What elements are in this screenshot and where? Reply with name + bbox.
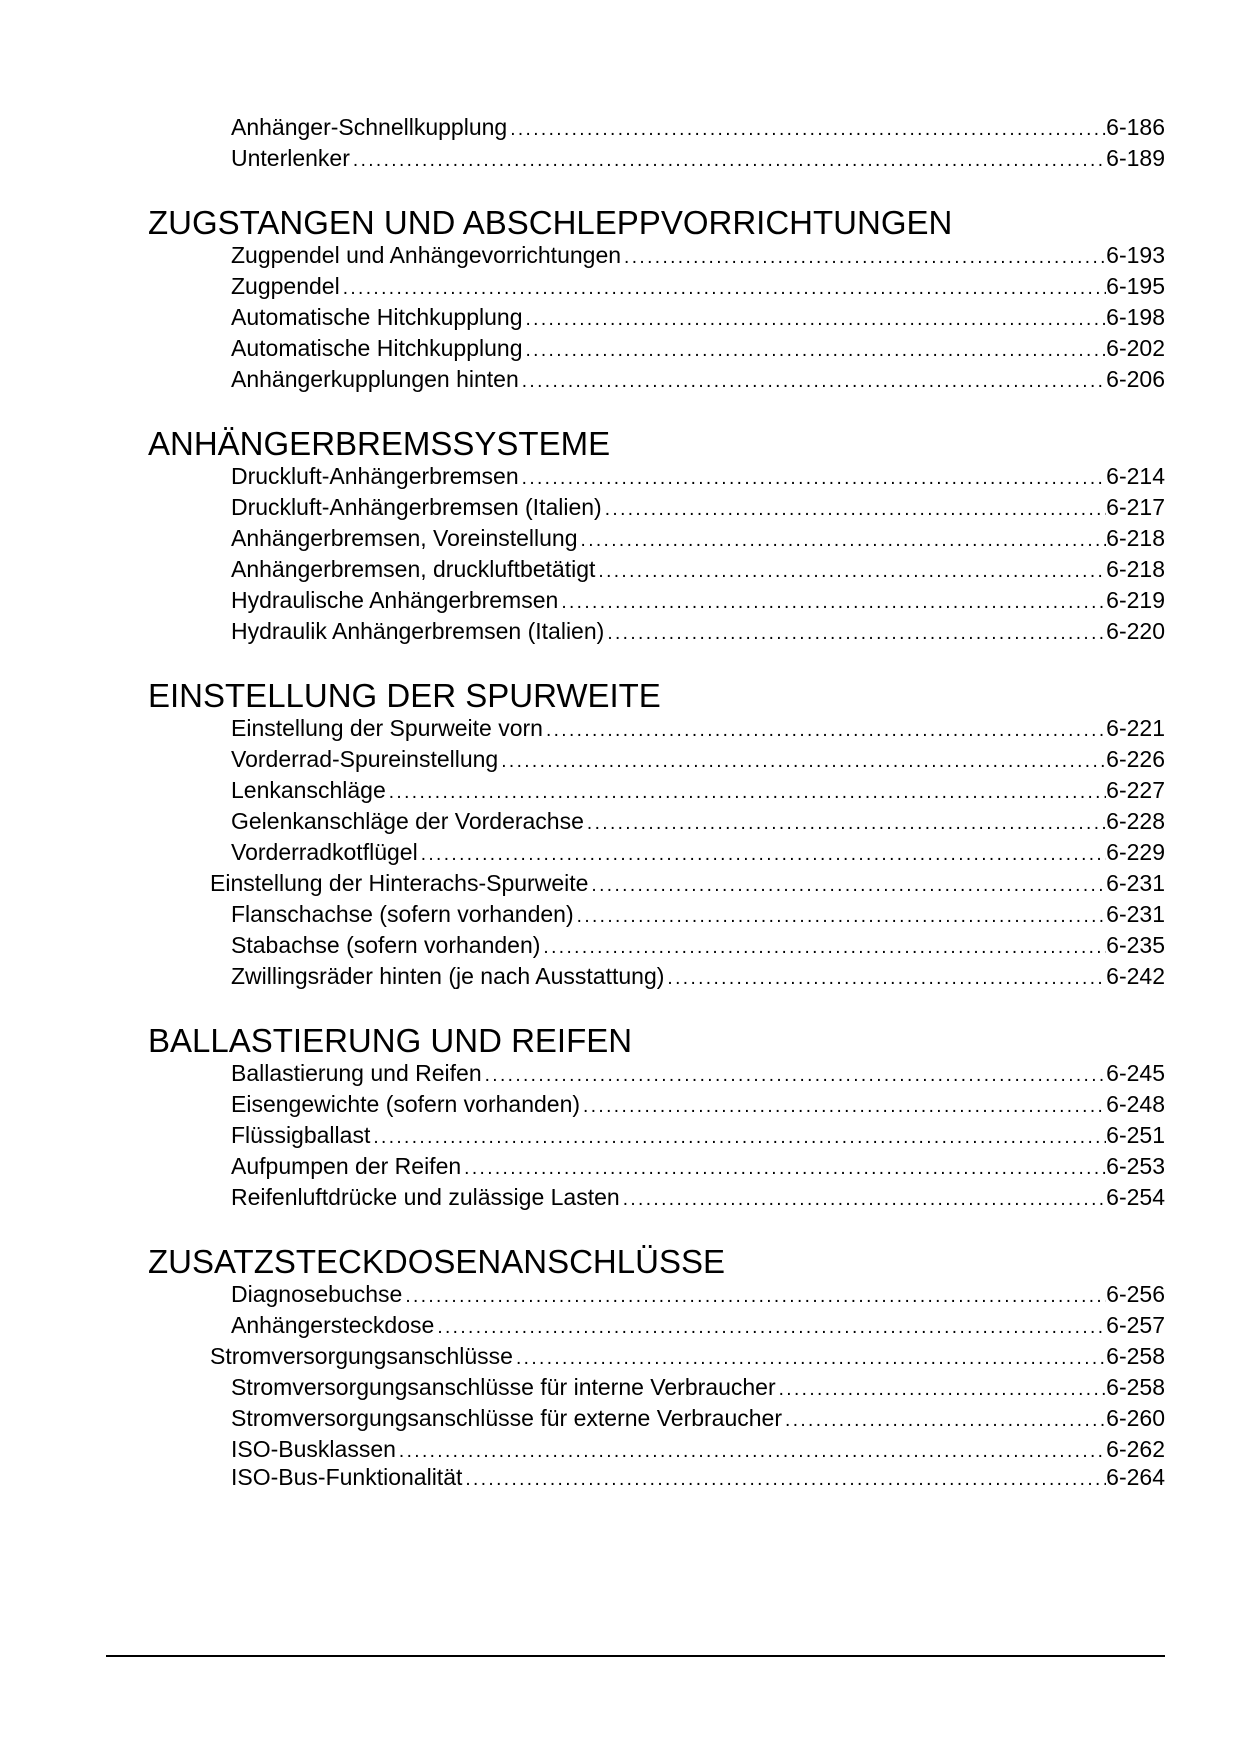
toc-entry[interactable] [231, 1434, 1165, 1465]
toc-entry-page: 6-257 [1106, 1312, 1165, 1338]
toc-entry-title: Aufpumpen der Reifen [231, 1153, 462, 1179]
toc-entry-page: 6-217 [1106, 494, 1165, 520]
toc-entry-title: ISO-Bus-Funktionalität [231, 1464, 463, 1490]
toc-entry-page: 6-193 [1106, 242, 1165, 268]
toc-entry-page: 6-253 [1106, 1153, 1165, 1179]
toc-entry-title: ISO-Busklassen [231, 1436, 396, 1462]
dot-leader [402, 1281, 1106, 1312]
toc-entry[interactable] [231, 806, 1165, 837]
toc-entry[interactable] [231, 1058, 1165, 1089]
toc-entry[interactable] [231, 961, 1165, 992]
dot-leader [498, 746, 1106, 777]
toc-entry-title: Einstellung der Hinterachs-Spurweite [210, 870, 589, 896]
toc-entry-page: 6-229 [1106, 839, 1165, 865]
toc-entry[interactable] [231, 1182, 1165, 1213]
dot-leader [396, 1436, 1106, 1467]
dot-leader [340, 273, 1106, 304]
section-gap [0, 647, 1241, 679]
dot-leader [588, 870, 1106, 901]
dot-leader [620, 1184, 1106, 1215]
toc-entry-title: Automatische Hitchkupplung [231, 335, 523, 361]
dot-leader [386, 777, 1106, 808]
toc-entry-page: 6-235 [1106, 932, 1165, 958]
toc-entry[interactable] [231, 775, 1165, 806]
toc-entry-title: Zugpendel [231, 273, 340, 299]
toc-entry-title: Automatische Hitchkupplung [231, 304, 523, 330]
toc-entry[interactable] [231, 364, 1165, 395]
dot-leader [482, 1060, 1107, 1091]
toc-entry-title: Flanschachse (sofern vorhanden) [231, 901, 574, 927]
toc-entry-title: Zwillingsräder hinten (je nach Ausstattung) [231, 963, 665, 989]
dot-leader [558, 587, 1106, 618]
section-gap [0, 395, 1241, 427]
toc-entry[interactable] [231, 1120, 1165, 1151]
section-gap [0, 1213, 1241, 1245]
section-heading: ZUSATZSTECKDOSENANSCHLÜSSE [148, 1243, 725, 1280]
toc-entry-page: 6-260 [1106, 1405, 1165, 1431]
toc-entry-title: Druckluft-Anhängerbremsen (Italien) [231, 494, 602, 520]
toc-entry[interactable] [231, 713, 1165, 744]
toc-entry-title: Anhängersteckdose [231, 1312, 435, 1338]
toc-entry[interactable] [231, 492, 1165, 523]
toc-entry[interactable] [231, 1465, 1165, 1490]
toc-entry[interactable] [210, 1341, 1165, 1372]
toc-entry-title: Stromversorgungsanschlüsse für externe Verbraucher [231, 1405, 783, 1431]
toc-entry-page: 6-264 [1106, 1464, 1165, 1490]
toc-entry-title: Einstellung der Spurweite vorn [231, 715, 543, 741]
toc-entry[interactable] [231, 899, 1165, 930]
toc-entry[interactable] [231, 523, 1165, 554]
toc-entry-title: Vorderrad-Spureinstellung [231, 746, 499, 772]
dot-leader [604, 618, 1106, 649]
dot-leader [513, 1343, 1106, 1374]
toc-entry-page: 6-258 [1106, 1374, 1165, 1400]
toc-entry-page: 6-226 [1106, 746, 1165, 772]
table-of-contents [0, 112, 1241, 1490]
toc-entry-title: Druckluft-Anhängerbremsen [231, 463, 519, 489]
section-heading: BALLASTIERUNG UND REIFEN [148, 1022, 633, 1059]
dot-leader [350, 145, 1106, 176]
toc-entry-title: Eisengewichte (sofern vorhanden) [231, 1091, 581, 1117]
dot-leader [776, 1374, 1107, 1405]
toc-entry[interactable] [231, 112, 1165, 143]
toc-entry-page: 6-258 [1106, 1343, 1165, 1369]
toc-entry-title: Diagnosebuchse [231, 1281, 403, 1307]
toc-entry-title: Hydraulische Anhängerbremsen [231, 587, 559, 613]
toc-entry[interactable] [231, 1310, 1165, 1341]
toc-entry[interactable] [231, 585, 1165, 616]
toc-entry[interactable] [231, 1279, 1165, 1310]
toc-entry-page: 6-262 [1106, 1436, 1165, 1462]
toc-entry-title: Flüssigballast [231, 1122, 371, 1148]
footer-rule [106, 1655, 1165, 1657]
toc-entry-page: 6-198 [1106, 304, 1165, 330]
dot-leader [595, 556, 1106, 587]
toc-entry-title: Stromversorgungsanschlüsse für interne Verbraucher [231, 1374, 776, 1400]
toc-entry-title: Zugpendel und Anhängevorrichtungen [231, 242, 622, 268]
toc-entry-title: Anhängerkupplungen hinten [231, 366, 519, 392]
toc-entry-page: 6-251 [1106, 1122, 1165, 1148]
toc-entry-title: Reifenluftdrücke und zulässige Lasten [231, 1184, 620, 1210]
dot-leader [584, 808, 1106, 839]
toc-entry[interactable] [231, 837, 1165, 868]
toc-entry[interactable] [231, 1403, 1165, 1434]
toc-entry[interactable] [231, 302, 1165, 333]
toc-entry[interactable] [231, 930, 1165, 961]
toc-entry-title: Anhänger-Schnellkupplung [231, 114, 508, 140]
toc-entry[interactable] [231, 461, 1165, 492]
section-heading: ANHÄNGERBREMSSYSTEME [148, 425, 611, 462]
toc-entry-page: 6-256 [1106, 1281, 1165, 1307]
dot-leader [523, 335, 1107, 366]
toc-entry-page: 6-218 [1106, 525, 1165, 551]
section-gap [0, 174, 1241, 206]
dot-leader [461, 1153, 1106, 1184]
dot-leader [507, 114, 1106, 145]
toc-entry-page: 6-219 [1106, 587, 1165, 613]
toc-entry[interactable] [231, 271, 1165, 302]
dot-leader [434, 1312, 1106, 1343]
toc-entry[interactable] [231, 333, 1165, 364]
toc-entry[interactable] [231, 744, 1165, 775]
dot-leader [578, 525, 1107, 556]
toc-entry-title: Anhängerbremsen, Voreinstellung [231, 525, 578, 551]
toc-entry[interactable] [210, 868, 1165, 899]
toc-entry[interactable] [231, 1089, 1165, 1120]
toc-entry-title: Hydraulik Anhängerbremsen (Italien) [231, 618, 605, 644]
toc-entry-page: 6-206 [1106, 366, 1165, 392]
section-heading: EINSTELLUNG DER SPURWEITE [148, 677, 661, 714]
toc-entry-page: 6-245 [1106, 1060, 1165, 1086]
toc-entry-page: 6-231 [1106, 870, 1165, 896]
toc-entry-page: 6-186 [1106, 114, 1165, 140]
toc-entry[interactable] [231, 1372, 1165, 1403]
toc-entry[interactable] [231, 240, 1165, 271]
dot-leader [664, 963, 1106, 994]
toc-entry-page: 6-231 [1106, 901, 1165, 927]
toc-entry-page: 6-242 [1106, 963, 1165, 989]
toc-entry-page: 6-189 [1106, 145, 1165, 171]
dot-leader [782, 1405, 1106, 1436]
dot-leader [574, 901, 1107, 932]
dot-leader [621, 242, 1106, 273]
toc-entry-title: Ballastierung und Reifen [231, 1060, 482, 1086]
section-gap [0, 992, 1241, 1024]
toc-entry-title: Lenkanschläge [231, 777, 386, 803]
section-heading: ZUGSTANGEN UND ABSCHLEPPVORRICHTUNGEN [148, 204, 953, 241]
toc-entry-page: 6-218 [1106, 556, 1165, 582]
toc-entry-page: 6-228 [1106, 808, 1165, 834]
dot-leader [602, 494, 1106, 525]
dot-leader [462, 1467, 1106, 1492]
dot-leader [540, 932, 1106, 963]
toc-entry-page: 6-214 [1106, 463, 1165, 489]
toc-entry[interactable] [231, 143, 1165, 174]
dot-leader [543, 715, 1106, 746]
toc-entry[interactable] [231, 554, 1165, 585]
toc-entry-title: Stabachse (sofern vorhanden) [231, 932, 541, 958]
toc-entry-title: Vorderradkotflügel [231, 839, 418, 865]
dot-leader [519, 366, 1106, 397]
toc-entry-title: Gelenkanschläge der Vorderachse [231, 808, 584, 834]
dot-leader [523, 304, 1107, 335]
toc-entry-title: Stromversorgungsanschlüsse [210, 1343, 513, 1369]
toc-entry-page: 6-220 [1106, 618, 1165, 644]
toc-entry-title: Unterlenker [231, 145, 350, 171]
toc-entry-page: 6-248 [1106, 1091, 1165, 1117]
toc-entry[interactable] [231, 1151, 1165, 1182]
toc-entry[interactable] [231, 616, 1165, 647]
dot-leader [370, 1122, 1106, 1153]
toc-entry-page: 6-221 [1106, 715, 1165, 741]
dot-leader [418, 839, 1106, 870]
toc-entry-page: 6-195 [1106, 273, 1165, 299]
toc-entry-title: Anhängerbremsen, druckluftbetätigt [231, 556, 596, 582]
toc-entry-page: 6-254 [1106, 1184, 1165, 1210]
dot-leader [580, 1091, 1106, 1122]
toc-entry-page: 6-202 [1106, 335, 1165, 361]
toc-entry-page: 6-227 [1106, 777, 1165, 803]
dot-leader [519, 463, 1107, 494]
